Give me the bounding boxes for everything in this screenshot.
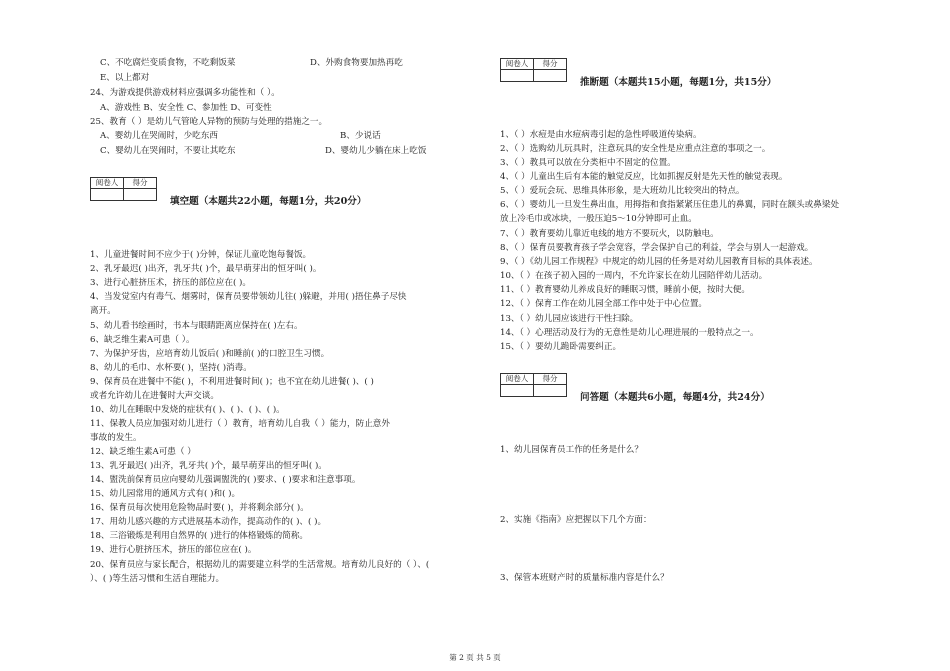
question-line: 16、保育员每次使用危险物品时要( )，并将剩余部分( )。: [90, 503, 309, 513]
option-text: C、不吃腐烂变质食物，不吃剩饭菜: [100, 58, 236, 68]
question-line: 3、进行心脏挤压术，挤压的部位应在( )。: [90, 278, 251, 288]
judge-line: 1、（ ）水痘是由水痘病毒引起的急性呼吸道传染病。: [500, 130, 702, 140]
question-line: 19、进行心脏挤压术，挤压的部位应在( )。: [90, 545, 257, 555]
question-text: 25、教育（ ）是幼儿气管呛人异物的预防与处理的措施之一。: [90, 117, 328, 127]
judge-line: 13、（ ）幼儿园应该进行干性扫除。: [500, 314, 639, 324]
qa-question: 1、幼儿园保育员工作的任务是什么？: [500, 445, 643, 455]
score-box-cell: [501, 70, 534, 82]
option-text: B、少说话: [340, 131, 381, 141]
score-box-cell: [91, 189, 124, 201]
question-line: ）、( )等生活习惯和生活自理能力。: [90, 574, 225, 584]
judge-line: 14、（ ）心理活动及行为的无意性是幼儿心理进展的一般特点之一。: [500, 328, 759, 338]
score-box-score: 得分: [534, 374, 567, 385]
judge-line: 9、（ ）《幼儿园工作规程》中规定的幼儿园的任务是对幼儿园教育目标的具体表述。: [500, 257, 818, 267]
question-line: 12、缺乏维生素A可患（ ）: [90, 447, 196, 457]
score-box-grader: 阅卷人: [91, 178, 124, 189]
score-box-grader: 阅卷人: [501, 59, 534, 70]
score-box: [500, 373, 567, 397]
section-title: 问答题（本题共6小题，每题4分，共24分）: [580, 392, 770, 403]
question-line: 10、幼儿在睡眠中发烧的症状有( )、( )、( )、( )。: [90, 405, 285, 415]
judge-line: 8、（ ）保育员要教育孩子学会宽容，学会保护自己的利益，学会与别人一起游戏。: [500, 243, 814, 253]
question-text: 24、为游戏提供游戏材料应强调多功能性和（ ）。: [90, 88, 280, 98]
score-box: [500, 58, 567, 82]
judge-line: 4、（ ）儿童出生后有本能的触觉反应，比如抓握反射是先天性的触觉表现。: [500, 172, 788, 182]
score-box-cell: [534, 385, 567, 397]
qa-question: 3、保管本班财产时的质量标准内容是什么？: [500, 573, 669, 583]
judge-line: 10、（ ）在孩子初入园的一周内，不允许家长在幼儿园陪伴幼儿活动。: [500, 271, 768, 281]
judge-line: 12、（ ）保育工作在幼儿园全部工作中处于中心位置。: [500, 299, 708, 309]
question-line: 15、幼儿园常用的通风方式有( )和( )。: [90, 489, 241, 499]
section-title: 填空题（本题共22小题，每题1分，共20分）: [170, 196, 367, 207]
question-line: 11、保教人员应加强对幼儿进行（ ）教育，培育幼儿自我（ ）能力，防止意外: [90, 419, 390, 429]
judge-line: 3、（ ）教具可以放在分类柜中不固定的位置。: [500, 158, 676, 168]
question-line: 6、缺乏维生素A可患（ ）。: [90, 335, 195, 345]
score-box-cell: [124, 189, 157, 201]
score-box-score: 得分: [534, 59, 567, 70]
option-text: E、以上都对: [100, 73, 150, 83]
question-line: 7、为保护牙齿，应培育幼儿饭后( )和睡前( )的口腔卫生习惯。: [90, 349, 330, 359]
question-line: 2、乳牙最迟( )出齐，乳牙共( )个，最早萌芽出的恒牙叫( )。: [90, 264, 322, 274]
option-text: D、外购食物要加热再吃: [310, 58, 403, 68]
judge-line: 11、（ ）教育婴幼儿养成良好的睡眠习惯，睡前小便，按时大便。: [500, 285, 750, 295]
question-line: 5、幼儿看书绘画时，书本与眼睛距离应保持在( )左右。: [90, 321, 303, 331]
question-line: 18、三浴锻炼是利用自然界的( )进行的体格锻炼的简称。: [90, 531, 309, 541]
judge-line: 7、（ ）教育要幼儿靠近电线的地方不要玩火，以防触电。: [500, 229, 719, 239]
question-line: 13、乳牙最迟( )出齐，乳牙共( )个，最早萌芽出的恒牙叫( )。: [90, 461, 327, 471]
question-line: 事故的发生。: [90, 433, 142, 443]
option-text: D、婴幼儿少躺在床上吃饭: [325, 146, 427, 156]
question-line: 1、儿童进餐时间不应少于( )分钟，保证儿童吃饱每餐饭。: [90, 250, 312, 260]
score-box-cell: [501, 385, 534, 397]
question-line: 或者允许幼儿在进餐时大声交谈。: [90, 391, 219, 401]
option-text: A、游戏性 B、安全性 C、参加性 D、可变性: [100, 103, 272, 113]
score-box-grader: 阅卷人: [501, 374, 534, 385]
question-line: 9、保育员在进餐中不能( )，不利用进餐时间( )；也不宜在幼儿进餐( )、( ): [90, 377, 374, 387]
score-box: [90, 177, 157, 201]
option-text: C、婴幼儿在哭闹时，不要让其吃东: [100, 146, 236, 156]
judge-line: 15、（ ）要幼儿跪卧需要纠正。: [500, 342, 622, 352]
option-text: A、婴幼儿在哭闹时，少吃东西: [100, 131, 218, 141]
question-line: 4、当发觉室内有毒气、烟雾时，保育员要带领幼儿往( )躲避，并用( )捂住鼻子尽快: [90, 292, 407, 302]
judge-line: 5、（ ）爱玩会玩、思维具体形象，是大班幼儿比较突出的特点。: [500, 186, 745, 196]
question-line: 8、幼儿的毛巾、水杯要( )，坚持( )消毒。: [90, 363, 252, 373]
question-line: 离开。: [90, 306, 116, 316]
section-title: 推断题（本题共15小题，每题1分，共15分）: [580, 77, 777, 88]
score-box-score: 得分: [124, 178, 157, 189]
question-line: 20、保育员应与家长配合，根据幼儿的需要建立科学的生活常规。培育幼儿良好的（ ）、(: [90, 560, 430, 570]
judge-line: 放上冷毛巾或冰块，一般压迫5～10分钟即可止血。: [500, 214, 697, 224]
question-line: 14、盥洗前保育员应向婴幼儿强调盥洗的( )要求、( )要求和注意事项。: [90, 475, 361, 485]
qa-question: 2、实施《指南》应把握以下几个方面：: [500, 515, 652, 525]
score-box-cell: [534, 70, 567, 82]
page-footer: 第 2 页 共 5 页: [449, 653, 501, 662]
judge-line: 6、（ ）婴幼儿一旦发生鼻出血，用拇指和食指紧紧压住患儿的鼻翼，同时在额头或鼻梁处: [500, 200, 840, 210]
judge-line: 2、（ ）选购幼儿玩具时，注意玩具的安全性是应重点注意的事项之一。: [500, 144, 771, 154]
question-line: 17、用幼儿感兴趣的方式进展基本动作，提高动作的( )、( )。: [90, 517, 327, 527]
